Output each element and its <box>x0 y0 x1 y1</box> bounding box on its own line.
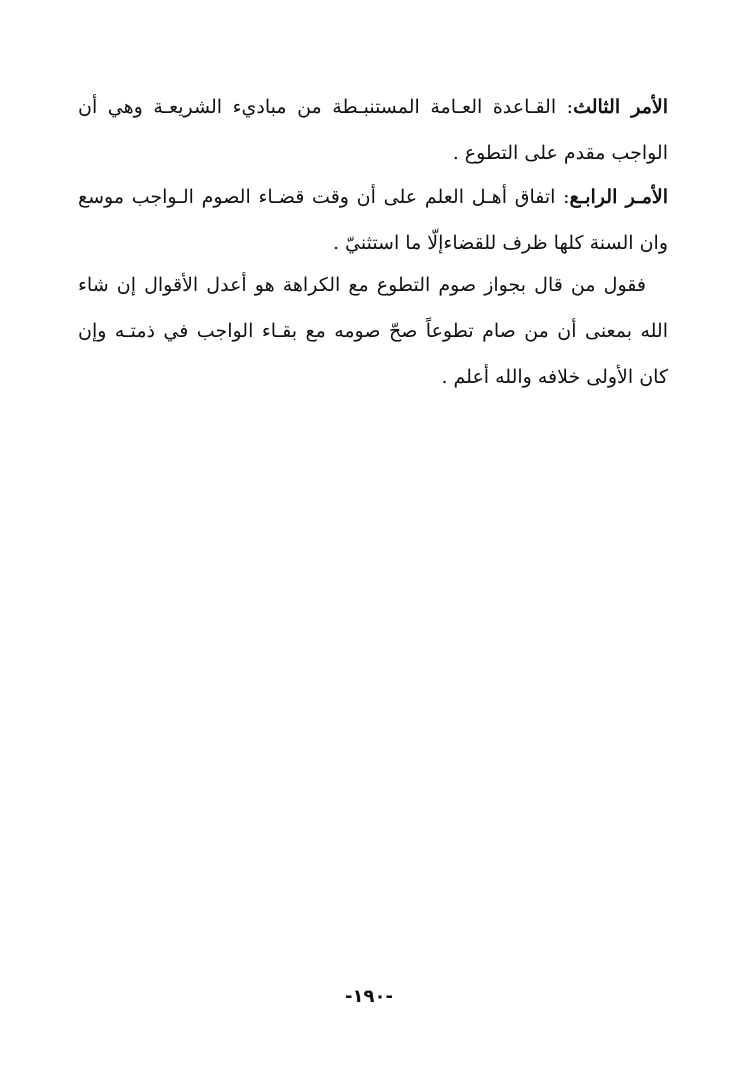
paragraph-fourth-matter <box>78 174 668 266</box>
fourth-matter-label: الأمـر الرابـع <box>569 186 668 208</box>
page-number: -١٩٠- <box>345 986 393 1007</box>
paragraph-conclusion <box>78 262 668 400</box>
fourth-matter-text: : اتفاق أهـل العلم على أن وقت قضـاء الصوم الـواجب موسع وان السنة كلها ظرف للقضاءإلّا ما استثنيّ . <box>78 186 668 254</box>
conclusion-text: فقول من قال بجواز صوم التطوع مع الكراهة هو أعدل الأقوال إن شاء الله بمعنى أن من صام تطوعاً صحّ صومه مع بقـاء الواجب في ذمتـه وإن كان الأولى خلافه والله أعلم . <box>78 274 668 388</box>
paragraph-third-matter <box>78 84 668 176</box>
third-matter-text: : القـاعدة العـامة المستنبـطة من مباديء الشريعـة وهي أن الواجب مقدم على التطوع . <box>78 96 668 164</box>
third-matter-label: الأمر الثالث <box>573 96 668 118</box>
